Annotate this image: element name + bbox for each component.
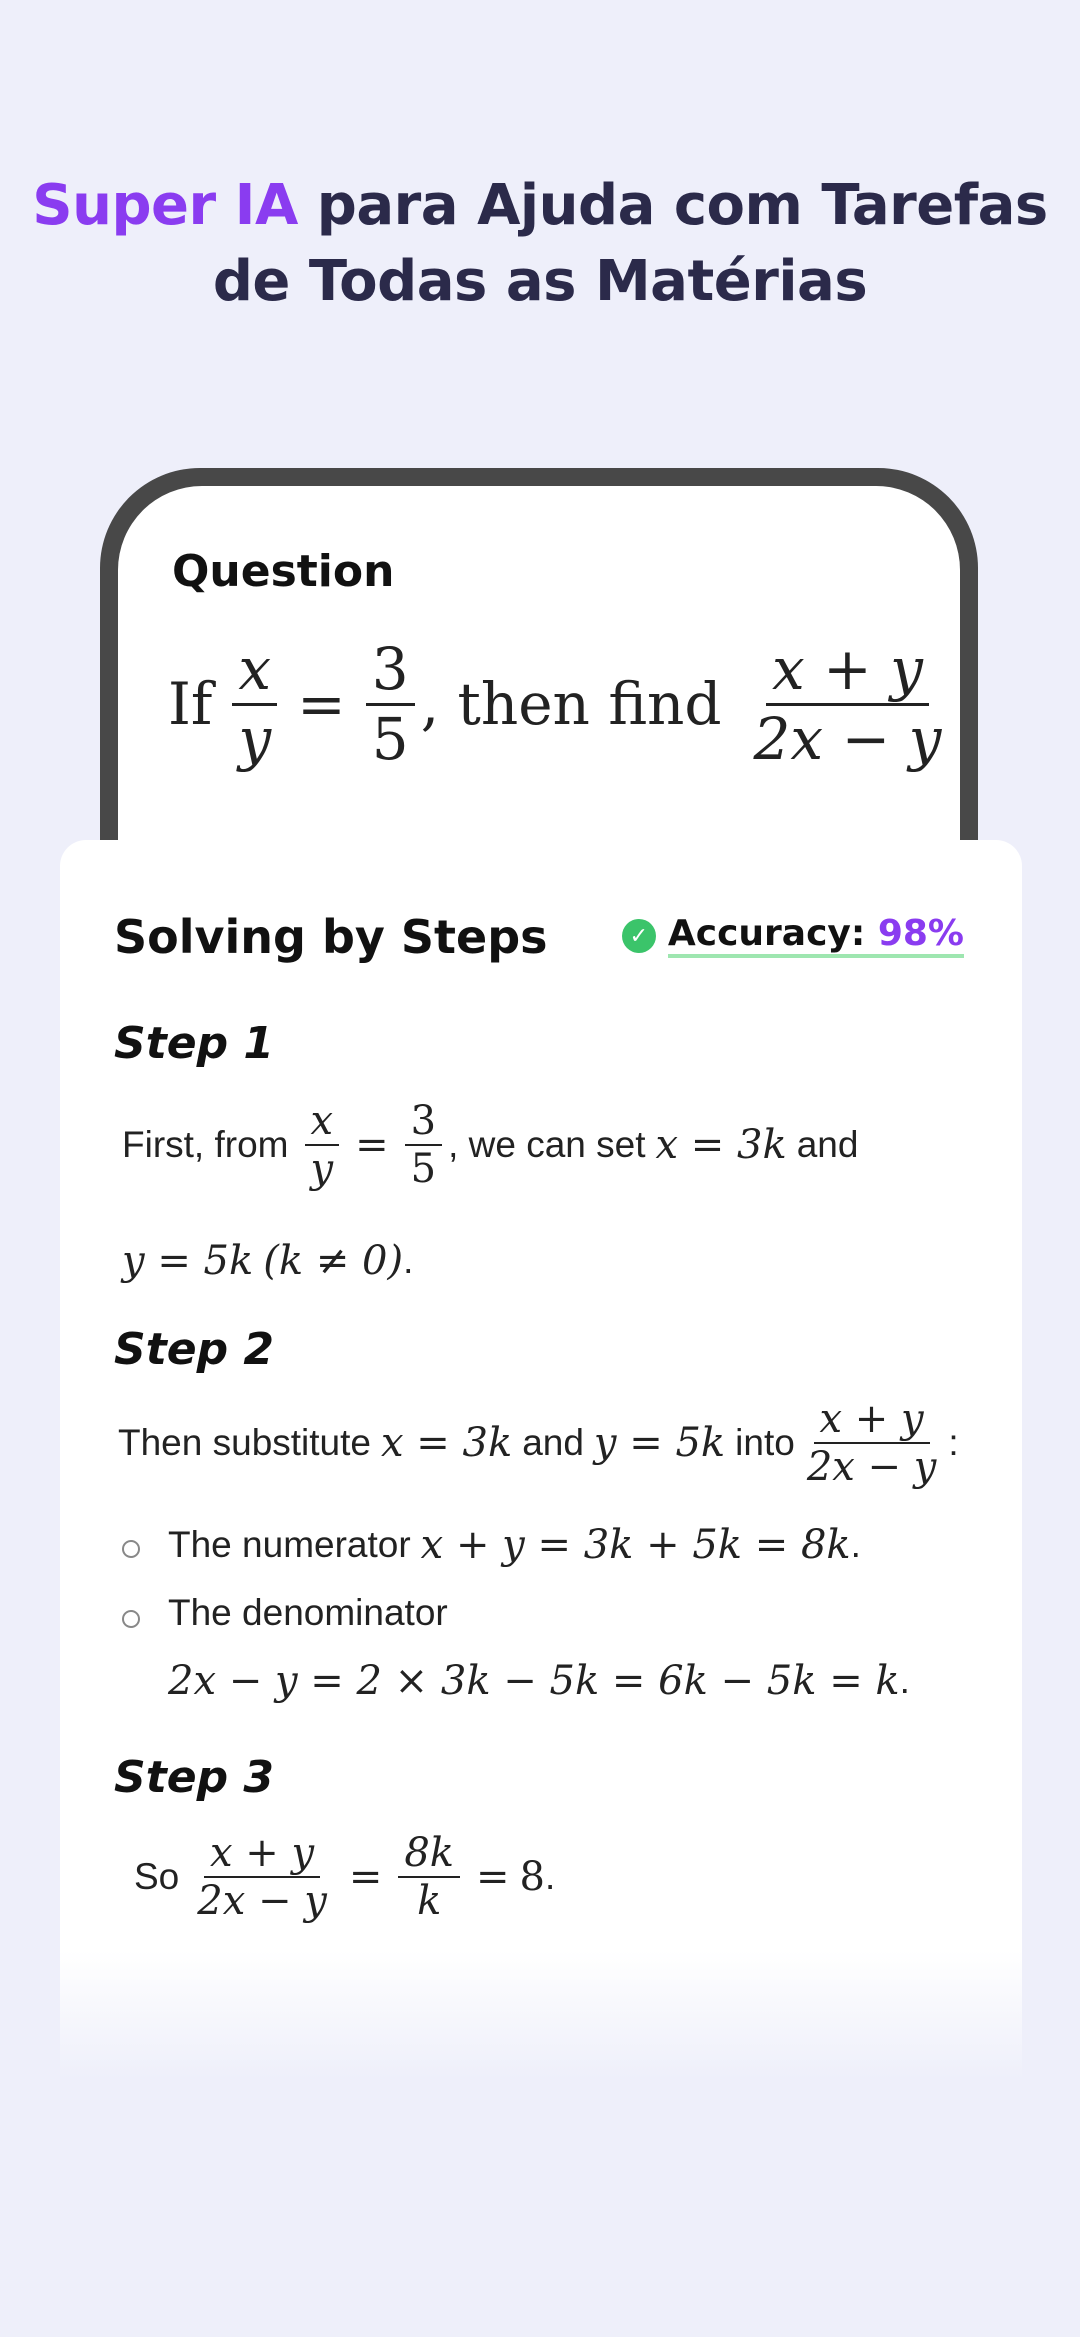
step-2-bullet-2-text: The denominator — [168, 1592, 448, 1633]
question-middle-text: , then find — [420, 670, 722, 739]
fraction-numerator: x + y — [204, 1830, 320, 1878]
accuracy-text — [668, 914, 964, 958]
step-3-text-a: So — [134, 1856, 180, 1897]
equals-sign: = — [348, 1854, 383, 1900]
step-1-expr-1: x = 3k — [655, 1122, 787, 1168]
step-2-bullet-1 — [168, 1522, 861, 1568]
question-fraction-x-over-y — [232, 636, 277, 772]
step-2-text-c: into — [735, 1422, 795, 1463]
headline-accent: Super IA — [32, 173, 298, 238]
step-3-title: Step 3 — [114, 1752, 274, 1803]
step-3-fraction-2 — [398, 1830, 460, 1924]
step-1-fraction-3-over-5 — [405, 1098, 442, 1192]
step-1-text-b: , we can set — [448, 1124, 646, 1165]
step-1-title: Step 1 — [114, 1018, 274, 1069]
step-1-line-2 — [122, 1238, 413, 1284]
fraction-denominator: 2x − y — [197, 1878, 327, 1924]
fraction-denominator: k — [417, 1878, 442, 1924]
step-1-text-a: First, from — [122, 1124, 289, 1165]
question-prefix: If — [168, 670, 213, 739]
step-2-bullet-2 — [168, 1592, 448, 1634]
fraction-numerator: 3 — [405, 1098, 442, 1146]
bullet-icon — [122, 1540, 140, 1558]
step-1-expr-3: (k ≠ 0) — [263, 1238, 404, 1284]
fraction-numerator: 3 — [366, 636, 415, 706]
step-2-bullet-1-text: The numerator — [168, 1524, 411, 1565]
step-2-end: : — [948, 1422, 959, 1463]
equals-sign: = — [476, 1854, 510, 1900]
check-circle-icon: ✓ — [622, 919, 656, 953]
solution-card — [60, 840, 1022, 2080]
step-2-text-b: and — [522, 1422, 584, 1463]
step-2-bullet-2-end: . — [899, 1660, 910, 1701]
step-3-end: . — [545, 1856, 556, 1897]
step-2-text-a: Then substitute — [118, 1422, 371, 1463]
step-1-fraction-x-over-y — [304, 1098, 339, 1192]
accuracy-badge — [622, 914, 964, 958]
phone-frame — [100, 468, 978, 888]
step-2-bullet-2-expr: 2x − y = 2 × 3k − 5k = 6k − 5k = k — [168, 1658, 900, 1704]
fraction-numerator: x — [232, 636, 277, 706]
accuracy-label: Accuracy: — [667, 913, 878, 954]
step-3-fraction-1 — [191, 1830, 333, 1924]
step-2-title: Step 2 — [114, 1324, 274, 1375]
step-2-bullet-1-end: . — [850, 1524, 861, 1565]
fraction-numerator: 8k — [398, 1830, 460, 1878]
headline-line-1 — [0, 168, 1080, 244]
question-label: Question — [172, 546, 395, 597]
question-fraction-3-over-5 — [366, 636, 415, 772]
phone-screen — [118, 486, 960, 888]
equals-sign: = — [297, 670, 346, 739]
step-2-bullet-2-equation — [168, 1658, 910, 1704]
fraction-numerator: x + y — [766, 636, 929, 706]
fraction-denominator: y — [310, 1146, 334, 1192]
accuracy-value: 98% — [877, 913, 964, 954]
step-1-end: . — [403, 1240, 414, 1281]
step-3-result: 8 — [519, 1854, 545, 1900]
headline-line-1-rest: para Ajuda com Tarefas — [297, 173, 1048, 238]
fraction-denominator: 5 — [410, 1146, 437, 1192]
step-2-expr-1: x = 3k — [380, 1420, 513, 1466]
step-2-line-1 — [118, 1396, 959, 1490]
step-3-line — [134, 1830, 555, 1924]
fraction-denominator: 2x − y — [753, 704, 942, 773]
fraction-denominator: 5 — [371, 704, 409, 773]
step-1-line-1 — [122, 1098, 858, 1192]
headline-line-2: de Todas as Matérias — [212, 249, 868, 314]
fraction-denominator: y — [238, 704, 272, 773]
equals-sign: = — [355, 1122, 389, 1168]
fraction-numerator: x — [305, 1098, 340, 1146]
question-math — [168, 636, 953, 772]
bullet-icon — [122, 1610, 140, 1628]
step-1-expr-2: y = 5k — [122, 1238, 254, 1284]
solution-title: Solving by Steps — [114, 910, 548, 964]
step-2-fraction — [801, 1396, 943, 1490]
step-1-text-c: and — [796, 1124, 859, 1165]
step-2-bullet-1-expr: x + y = 3k + 5k = 8k — [420, 1522, 851, 1568]
step-2-expr-2: y = 5k — [593, 1420, 726, 1466]
question-target-fraction — [748, 636, 948, 772]
fraction-denominator: 2x − y — [806, 1444, 937, 1490]
fraction-numerator: x + y — [814, 1396, 930, 1444]
headline — [0, 168, 1080, 320]
